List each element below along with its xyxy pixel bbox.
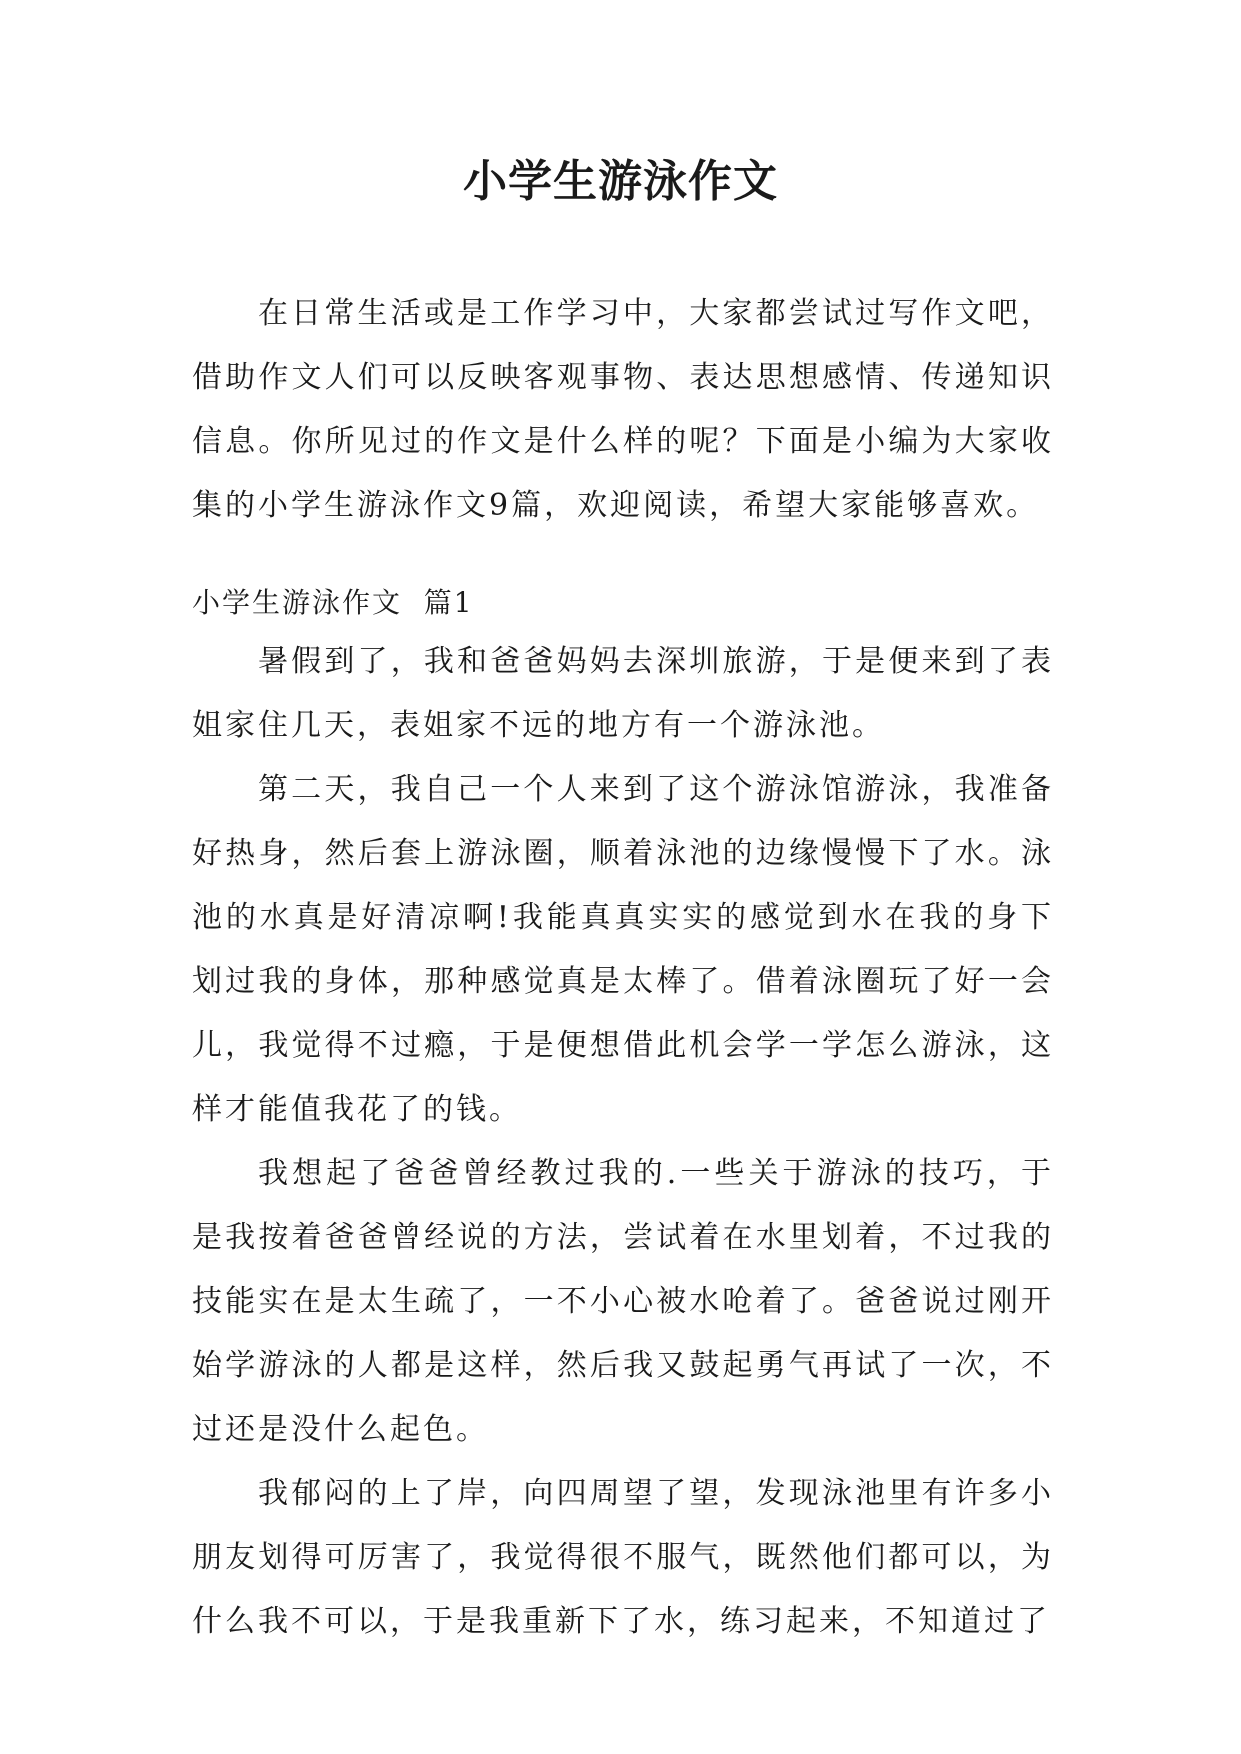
article-paragraph: 我郁闷的上了岸，向四周望了望，发现泳池里有许多小朋友划得可厉害了，我觉得很不服气，既然他们都可以，为什么我不可以，于是我重新下了水，练习起来，不知道过了 bbox=[192, 1476, 1054, 1639]
article-paragraph: 我想起了爸爸曾经教过我的.一些关于游泳的技巧，于是我按着爸爸曾经说的方法，尝试着在水里划着，不过我的技能实在是太生疏了，一不小心被水呛着了。爸爸说过刚开始学游泳的人都是这样，然后我又鼓起勇气再试了一次，不过还是没什么起色。 bbox=[192, 1156, 1054, 1447]
article-paragraph: 暑假到了，我和爸爸妈妈去深圳旅游，于是便来到了表姐家住几天，表姐家不远的地方有一个游泳池。 bbox=[192, 644, 1054, 743]
section-heading: 小学生游泳作文 篇1 bbox=[192, 586, 474, 619]
intro-paragraph: 在日常生活或是工作学习中，大家都尝试过写作文吧，借助作文人们可以反映客观事物、表达思想感情、传递知识信息。你所见过的作文是什么样的呢？下面是小编为大家收集的小学生游泳作文9篇，欢迎阅读，希望大家能够喜欢。 bbox=[192, 296, 1054, 523]
intro-block bbox=[192, 282, 1054, 538]
document-title: 小学生游泳作文 bbox=[463, 156, 778, 207]
article-body bbox=[192, 630, 1054, 1654]
article-paragraph: 第二天，我自己一个人来到了这个游泳馆游泳，我准备好热身，然后套上游泳圈，顺着泳池的边缘慢慢下了水。泳池的水真是好清凉啊!我能真真实实的感觉到水在我的身下划过我的身体，那种感觉真是太棒了。借着泳圈玩了好一会儿，我觉得不过瘾，于是便想借此机会学一学怎么游泳，这样才能值我花了的钱。 bbox=[192, 772, 1054, 1127]
